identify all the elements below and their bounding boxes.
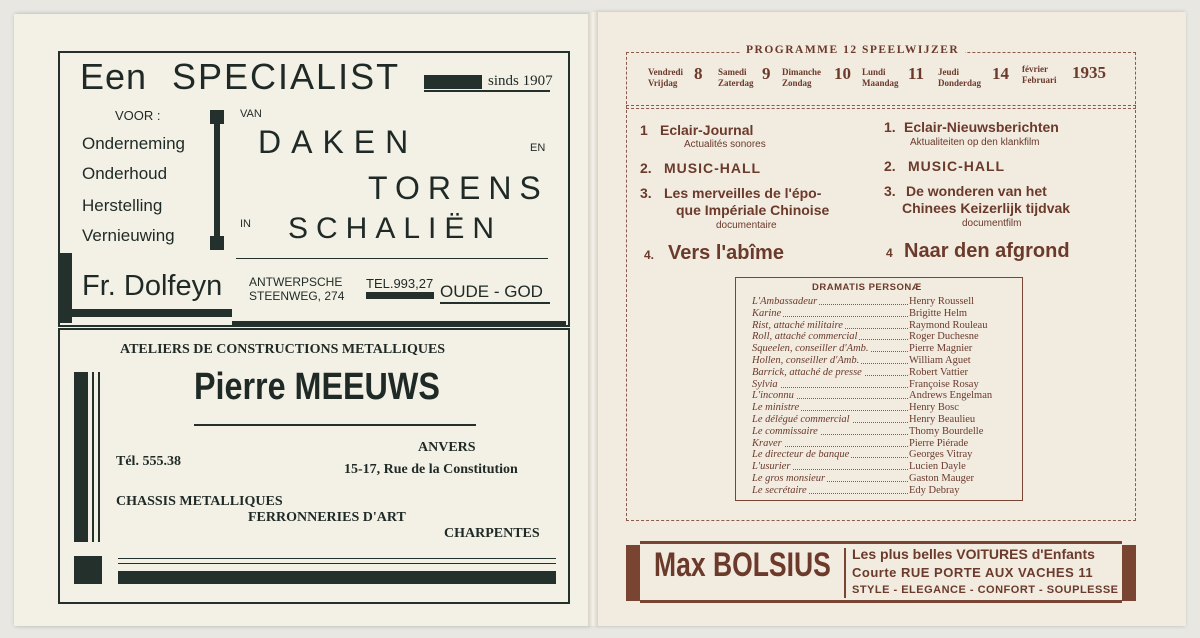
nl-item-4-title: Naar den afgrond bbox=[904, 240, 1070, 262]
cast-actor: Lucien Dayle bbox=[909, 461, 966, 473]
en-label: EN bbox=[530, 142, 546, 154]
cast-role: Sylvia bbox=[752, 378, 778, 390]
ad-title-een: Een bbox=[80, 56, 148, 97]
service-4: Vernieuwing bbox=[82, 226, 175, 245]
bolsius-line-1: Les plus belles VOITURES d'Enfants bbox=[852, 546, 1095, 562]
torens-text: TORENS bbox=[368, 170, 549, 206]
cast-row bbox=[752, 438, 1012, 449]
fr-item-3-subtitle: documentaire bbox=[716, 220, 777, 231]
day-4-num: 11 bbox=[908, 64, 925, 83]
bolsius-line-2: Courte RUE PORTE AUX VACHES 11 bbox=[852, 565, 1094, 580]
cast-actor: Henry Roussell bbox=[909, 296, 975, 307]
day-4-fr: Lundi bbox=[862, 67, 886, 77]
ad-title-specialist: SPECIALIST bbox=[172, 56, 401, 97]
cast-actor: William Aguet bbox=[909, 355, 971, 366]
cast-row bbox=[752, 390, 1012, 401]
bolsius-line-3: STYLE - ELEGANCE - CONFORT - SOUPLESSE bbox=[852, 584, 1119, 596]
cast-role: Barrick, attaché de presse bbox=[752, 366, 862, 378]
nl-item-2-num: 2. bbox=[884, 158, 896, 174]
fr-item-3-num: 3. bbox=[640, 185, 652, 201]
bolsius-name: Max BOLSIUS bbox=[654, 546, 831, 584]
decor-line bbox=[440, 302, 550, 304]
day-2-nl: Zaterdag bbox=[718, 78, 754, 88]
address-line-1: ANTWERPSCHE bbox=[249, 275, 343, 289]
service-1: Onderneming bbox=[82, 134, 186, 153]
cast-actor: Pierre Piérade bbox=[909, 437, 969, 449]
nl-item-1-num: 1. bbox=[884, 119, 896, 135]
ad2-header: ATELIERS DE CONSTRUCTIONS METALLIQUES bbox=[120, 342, 446, 357]
ad2-street: 15-17, Rue de la Constitution bbox=[344, 462, 518, 477]
cast-role: Hollen, conseiller d'Amb. bbox=[752, 355, 860, 366]
decor-line bbox=[98, 372, 100, 542]
decor-column bbox=[74, 372, 88, 542]
decor-square bbox=[210, 110, 224, 124]
cast-role: L'Ambassadeur bbox=[752, 296, 818, 307]
day-3-num: 10 bbox=[834, 64, 851, 83]
decor-block bbox=[58, 253, 72, 323]
decor-line bbox=[844, 548, 846, 598]
nl-item-3-subtitle: documentfilm bbox=[962, 218, 1022, 229]
decor-line bbox=[640, 600, 1122, 603]
ad2-city: ANVERS bbox=[418, 440, 476, 455]
cast-row bbox=[752, 308, 1012, 319]
year: 1935 bbox=[1072, 63, 1106, 82]
schalien-text: SCHALIËN bbox=[288, 212, 503, 245]
cast-row bbox=[752, 426, 1012, 437]
cast-role: Roll, attaché commercial bbox=[752, 331, 858, 343]
decor-square bbox=[210, 236, 224, 250]
cast-row bbox=[752, 402, 1012, 413]
telephone: TEL.993,27 bbox=[366, 276, 434, 291]
cast-actor: Henry Beaulieu bbox=[909, 414, 976, 425]
service-2: Onderhoud bbox=[82, 164, 168, 183]
cast-row bbox=[752, 379, 1012, 390]
ad2-product-3: CHARPENTES bbox=[444, 526, 540, 541]
cast-row bbox=[752, 449, 1012, 460]
decor-block bbox=[1122, 545, 1136, 601]
decor-bar bbox=[72, 309, 232, 317]
since-year: sinds 1907 bbox=[488, 73, 553, 89]
day-2-fr: Samedi bbox=[718, 67, 747, 77]
cast-actor: Robert Vattier bbox=[909, 366, 969, 378]
decor-bar bbox=[118, 571, 556, 584]
cast-row bbox=[752, 414, 1012, 425]
decor-line bbox=[424, 90, 550, 92]
day-3-nl: Zondag bbox=[782, 78, 812, 88]
ad2-product-1: CHASSIS METALLIQUES bbox=[116, 494, 283, 509]
company-name: Fr. Dolfeyn bbox=[82, 270, 223, 302]
day-1-num: 8 bbox=[694, 64, 703, 83]
cast-row bbox=[752, 355, 1012, 366]
cast-role: Le ministre bbox=[752, 402, 800, 414]
cast-role: Kraver bbox=[752, 437, 782, 449]
day-2-num: 9 bbox=[762, 64, 771, 83]
decor-bar bbox=[424, 75, 482, 89]
decor-line bbox=[236, 258, 548, 259]
fr-item-2-title: MUSIC-HALL bbox=[664, 160, 762, 176]
fr-item-1-title: Eclair-Journal bbox=[660, 122, 754, 138]
decor-block bbox=[626, 545, 640, 601]
cast-row bbox=[752, 473, 1012, 484]
nl-item-4-num: 4 bbox=[886, 246, 893, 260]
ad2-product-2: FERRONNERIES D'ART bbox=[248, 510, 406, 525]
ad2-telephone: Tél. 555.38 bbox=[116, 454, 181, 469]
cast-actor: Raymond Rouleau bbox=[909, 319, 988, 331]
fr-item-3-title-2: que Impériale Chinoise bbox=[676, 202, 830, 218]
fr-item-1-num: 1 bbox=[640, 122, 648, 138]
cast-role: Le commissaire bbox=[752, 425, 818, 437]
fr-item-2-num: 2. bbox=[640, 160, 652, 176]
day-5-num: 14 bbox=[992, 64, 1009, 83]
cast-role: Squeelen, conseiller d'Amb. bbox=[752, 343, 869, 355]
cast-actor: Andrews Engelman bbox=[909, 390, 993, 402]
cast-role: Le secrétaire bbox=[752, 484, 807, 496]
address-line-2: STEENWEG, 274 bbox=[249, 289, 345, 303]
decor-line bbox=[118, 558, 556, 559]
month-nl: Februari bbox=[1022, 75, 1057, 85]
decor-column bbox=[214, 124, 220, 236]
cast-actor: Françoise Rosay bbox=[909, 378, 979, 390]
nl-item-3-title-2: Chinees Keizerlijk tijdvak bbox=[902, 200, 1071, 216]
programme-title: PROGRAMME 12 SPEELWIJZER bbox=[740, 44, 965, 56]
cast-actor: Henry Bosc bbox=[909, 402, 959, 414]
decor-square bbox=[74, 556, 102, 584]
day-3-fr: Dimanche bbox=[782, 67, 821, 77]
fr-item-1-subtitle: Actualités sonores bbox=[684, 139, 766, 150]
dramatis-title: DRAMATIS PERSONÆ bbox=[812, 282, 922, 293]
cast-role: L'usurier bbox=[752, 461, 791, 473]
cast-row bbox=[752, 461, 1012, 472]
cast-role: Rist, attaché militaire bbox=[752, 319, 843, 331]
day-1-nl: Vrijdag bbox=[648, 78, 678, 88]
cast-role: Karine bbox=[752, 307, 782, 319]
cast-row bbox=[752, 296, 1012, 307]
month-fr: février bbox=[1022, 64, 1048, 74]
cast-actor: Gaston Mauger bbox=[909, 473, 975, 484]
fr-item-4-title: Vers l'abîme bbox=[668, 242, 784, 264]
cast-actor: Edy Debray bbox=[909, 484, 960, 496]
decor-line bbox=[118, 563, 556, 564]
day-5-nl: Donderdag bbox=[938, 78, 982, 88]
cast-role: L'inconnu bbox=[752, 390, 794, 402]
nl-item-3-title-1: De wonderen van het bbox=[906, 183, 1047, 199]
decor-bar bbox=[232, 321, 566, 327]
cast-row bbox=[752, 331, 1012, 342]
cast-actor: Brigitte Helm bbox=[909, 307, 968, 319]
nl-item-3-num: 3. bbox=[884, 183, 896, 199]
decor-line bbox=[194, 424, 476, 426]
decor-line bbox=[92, 372, 94, 542]
place-name: OUDE - GOD bbox=[440, 282, 543, 301]
decor-bar bbox=[366, 292, 434, 299]
day-1-fr: Vendredi bbox=[648, 67, 684, 77]
cast-actor: Georges Vitray bbox=[909, 449, 973, 461]
nl-item-1-title: Eclair-Nieuwsberichten bbox=[904, 119, 1059, 135]
cast-role: Le délégué commercial bbox=[752, 414, 850, 425]
nl-item-1-subtitle: Aktualiteiten op den klankfilm bbox=[910, 137, 1040, 148]
decor-line bbox=[640, 541, 1122, 544]
fr-item-4-num: 4. bbox=[644, 248, 655, 262]
in-label: IN bbox=[240, 218, 251, 230]
daken-text: DAKEN bbox=[258, 124, 419, 160]
cast-row bbox=[752, 343, 1012, 354]
nl-item-2-title: MUSIC-HALL bbox=[908, 158, 1006, 174]
cast-role: Le gros monsieur bbox=[752, 473, 826, 484]
fr-item-3-title-1: Les merveilles de l'épo- bbox=[664, 185, 822, 201]
day-5-fr: Jeudi bbox=[938, 67, 960, 77]
cast-row bbox=[752, 485, 1012, 496]
voor-label: VOOR : bbox=[115, 108, 161, 123]
cast-role: Le directeur de banque bbox=[752, 449, 850, 461]
day-4-nl: Maandag bbox=[862, 78, 899, 88]
book-gutter bbox=[588, 12, 598, 626]
cast-actor: Roger Duchesne bbox=[909, 331, 979, 343]
cast-row bbox=[752, 320, 1012, 331]
cast-row bbox=[752, 367, 1012, 378]
service-3: Herstelling bbox=[82, 196, 163, 215]
cast-actor: Pierre Magnier bbox=[909, 343, 973, 355]
van-label: VAN bbox=[240, 108, 262, 120]
ad2-name: Pierre MEEUWS bbox=[194, 366, 440, 408]
cast-actor: Thomy Bourdelle bbox=[909, 425, 984, 437]
